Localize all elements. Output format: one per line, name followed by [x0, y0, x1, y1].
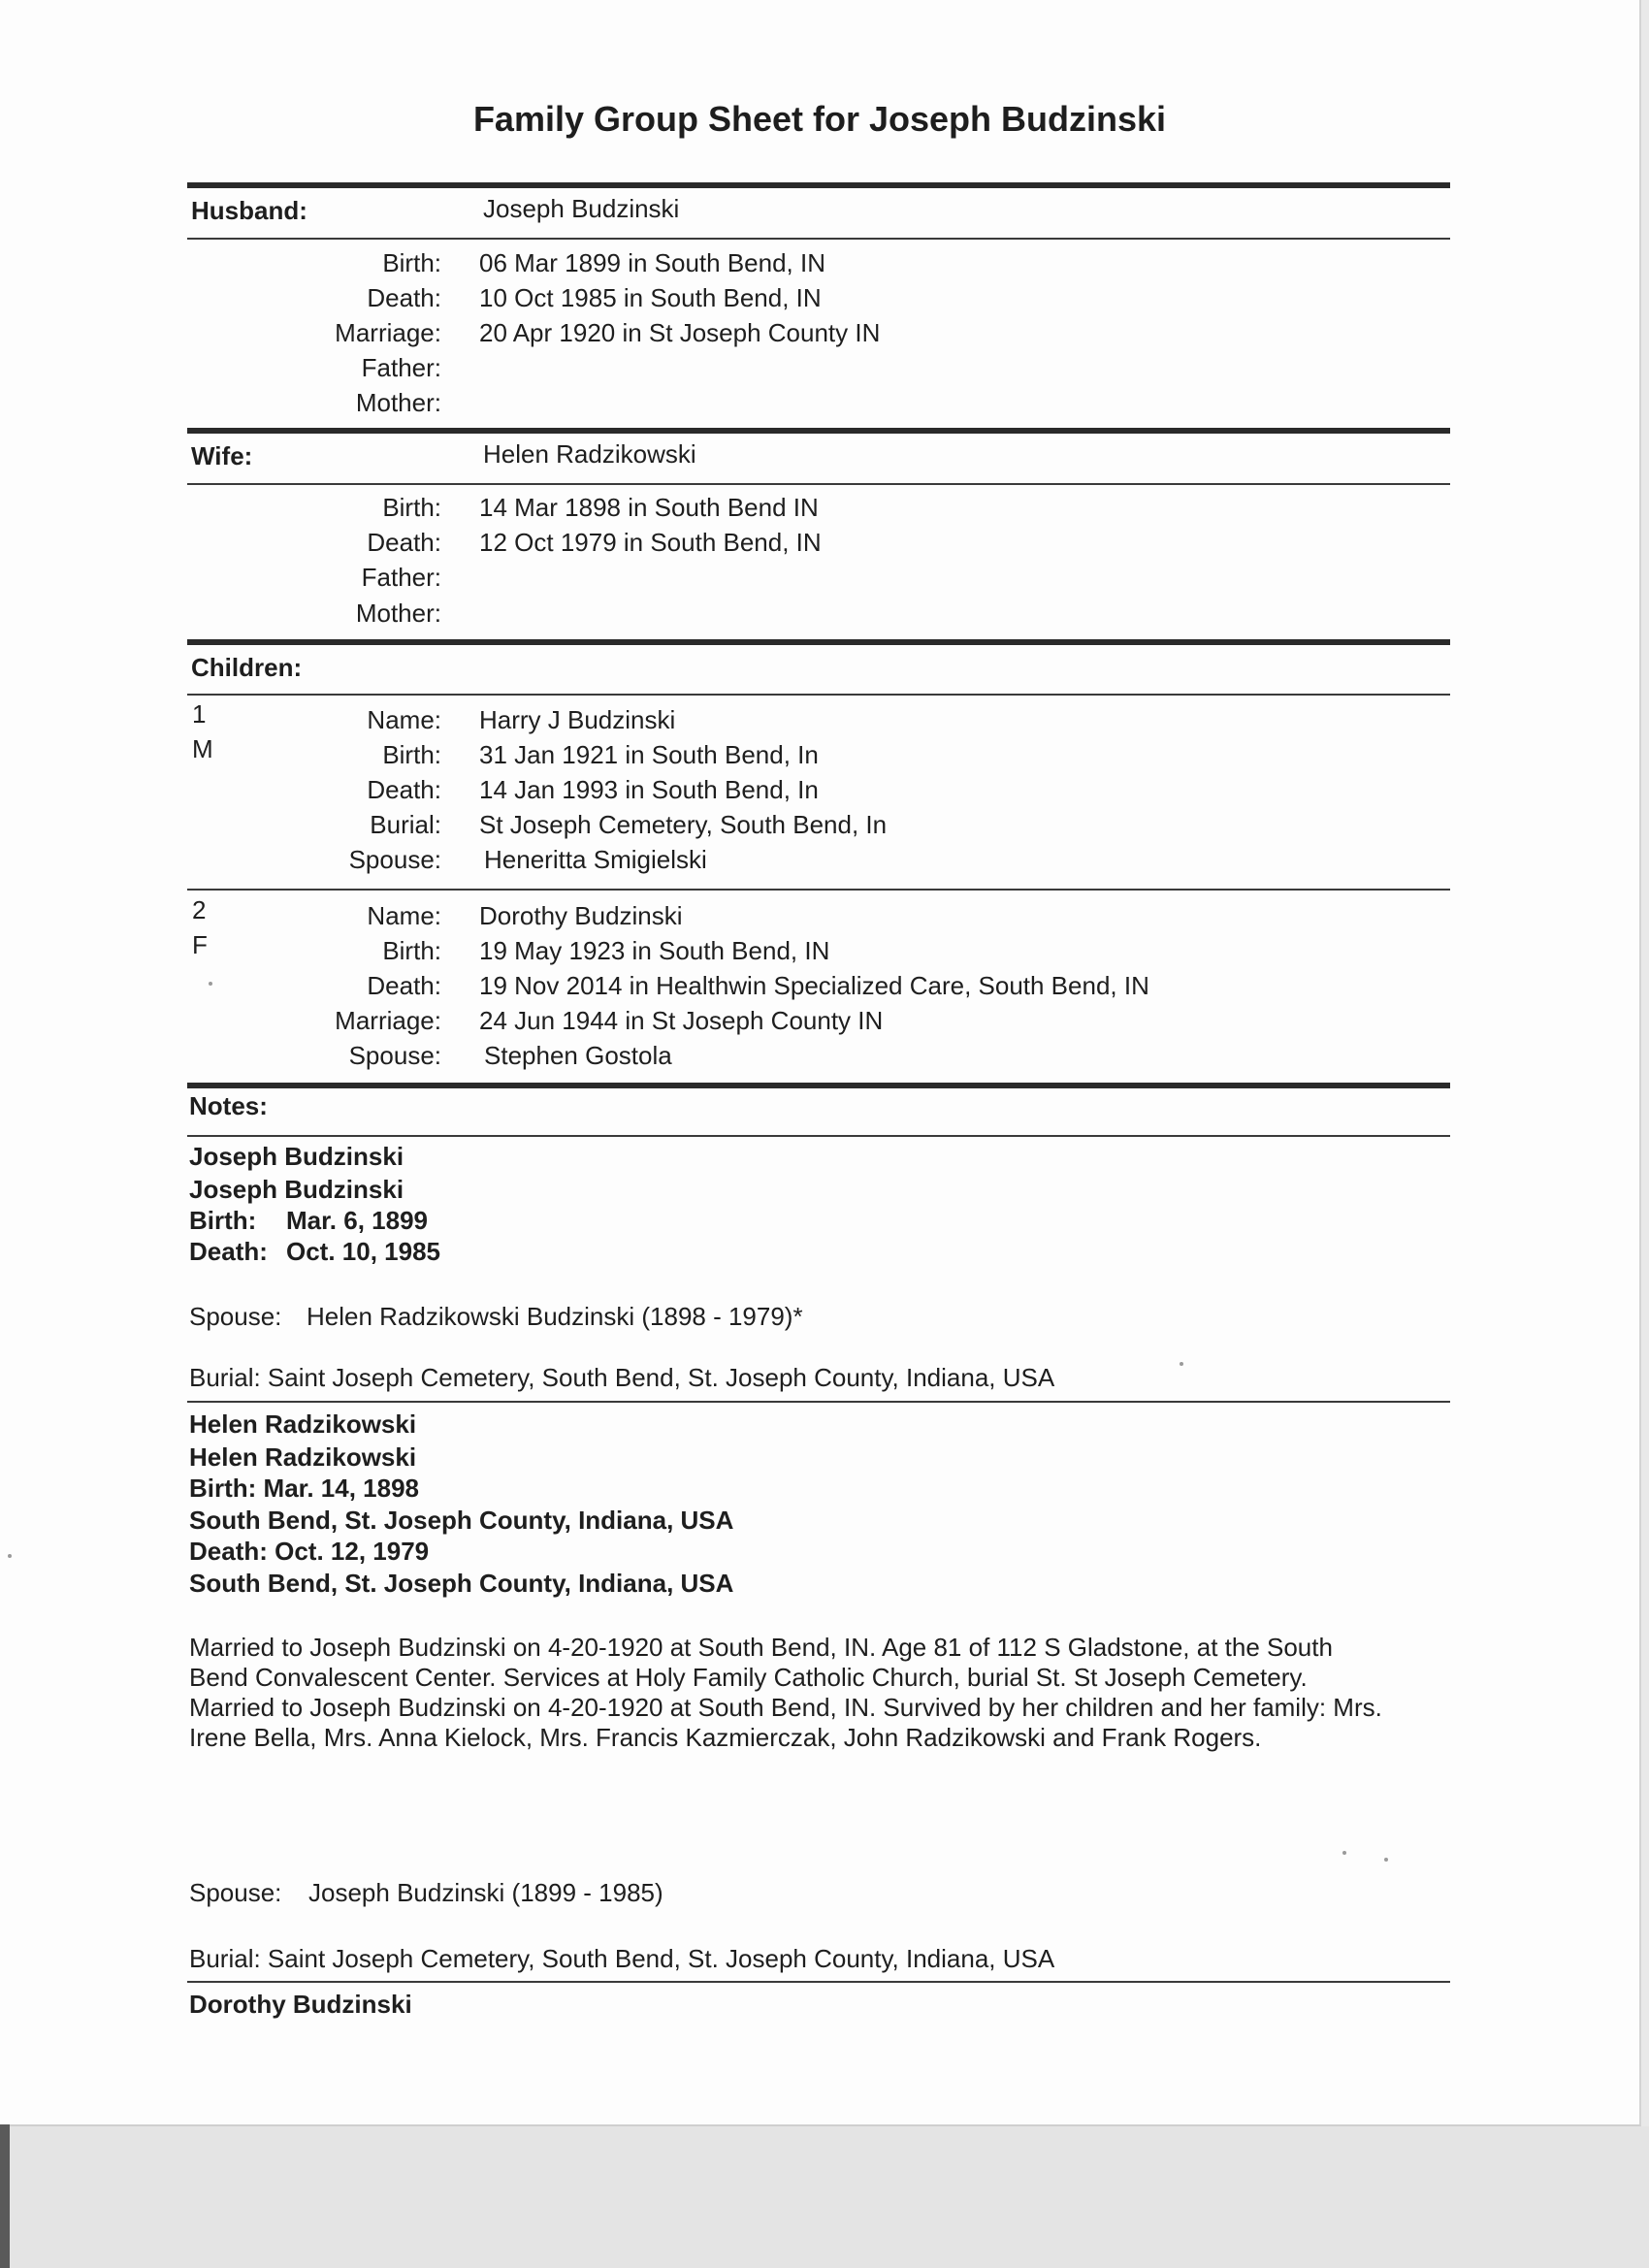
child-number: 2 — [192, 895, 207, 924]
child-spouse-label: Spouse: — [348, 1041, 441, 1070]
wife-birth-label: Birth: — [382, 493, 441, 522]
note-death: Death: Oct. 12, 1979 — [189, 1537, 430, 1566]
divider — [187, 694, 1450, 696]
note-spouse-label: Spouse: — [189, 1302, 282, 1331]
section-rule — [187, 182, 1450, 188]
note-paragraph-line: Bend Convalescent Center. Services at Holy Family Catholic Church, burial St. St Joseph Cemetery. — [189, 1663, 1308, 1692]
husband-marriage-value: 20 Apr 1920 in St Joseph County IN — [479, 318, 881, 347]
scan-speck — [209, 982, 212, 986]
child-death-label: Death: — [367, 971, 441, 1000]
section-rule — [187, 428, 1450, 434]
wife-birth-value: 14 Mar 1898 in South Bend IN — [479, 493, 819, 522]
note-burial: Burial: Saint Joseph Cemetery, South Bend, St. Joseph County, Indiana, USA — [189, 1944, 1055, 1973]
divider — [187, 238, 1450, 240]
note-spouse-value: Joseph Budzinski (1899 - 1985) — [308, 1878, 663, 1907]
scanner-background — [0, 2126, 1649, 2268]
wife-mother-label: Mother: — [355, 599, 441, 628]
note-burial: Burial: Saint Joseph Cemetery, South Bend, St. Joseph County, Indiana, USA — [189, 1363, 1055, 1392]
husband-death-label: Death: — [367, 283, 441, 312]
wife-death-label: Death: — [367, 528, 441, 557]
divider — [187, 889, 1450, 891]
section-rule — [187, 639, 1450, 645]
child-marriage-value: 24 Jun 1944 in St Joseph County IN — [479, 1006, 884, 1035]
husband-marriage-label: Marriage: — [335, 318, 441, 347]
note-heading: Joseph Budzinski — [189, 1142, 404, 1171]
husband-name: Joseph Budzinski — [483, 194, 680, 223]
child-birth-label: Birth: — [382, 936, 441, 965]
note-spouse-label: Spouse: — [189, 1878, 282, 1907]
child-death-label: Death: — [367, 775, 441, 804]
divider — [187, 1135, 1450, 1137]
note-paragraph-line: Married to Joseph Budzinski on 4-20-1920 at South Bend, IN. Survived by her children and her family: Mrs. — [189, 1693, 1382, 1722]
child-marriage-label: Marriage: — [335, 1006, 441, 1035]
husband-birth-value: 06 Mar 1899 in South Bend, IN — [479, 248, 826, 277]
note-paragraph — [189, 1633, 1460, 1753]
note-heading: Helen Radzikowski — [189, 1409, 417, 1439]
note-birth-place: South Bend, St. Joseph County, Indiana, USA — [189, 1506, 734, 1535]
child-sex: M — [192, 734, 213, 763]
wife-section-label: Wife: — [191, 441, 253, 470]
note-paragraph-line: Married to Joseph Budzinski on 4-20-1920 at South Bend, IN. Age 81 of 112 S Gladstone, at the South — [189, 1633, 1333, 1662]
husband-father-label: Father: — [361, 353, 441, 382]
note-death-label: Death: — [189, 1237, 268, 1266]
husband-mother-label: Mother: — [355, 388, 441, 417]
scan-speck — [1180, 1362, 1183, 1366]
divider — [187, 1401, 1450, 1403]
divider — [187, 1981, 1450, 1983]
child-birth-label: Birth: — [382, 740, 441, 769]
note-birth-value: Mar. 6, 1899 — [286, 1206, 428, 1235]
note-paragraph-line: Irene Bella, Mrs. Anna Kielock, Mrs. Francis Kazmierczak, John Radzikowski and Frank Rogers. — [189, 1723, 1262, 1752]
husband-birth-label: Birth: — [382, 248, 441, 277]
child-burial-value: St Joseph Cemetery, South Bend, In — [479, 810, 888, 839]
scan-speck — [8, 1554, 12, 1558]
wife-death-value: 12 Oct 1979 in South Bend, IN — [479, 528, 822, 557]
child-death-value: 14 Jan 1993 in South Bend, In — [479, 775, 819, 804]
section-rule — [187, 1083, 1450, 1088]
husband-death-value: 10 Oct 1985 in South Bend, IN — [479, 283, 822, 312]
note-birth-label: Birth: — [189, 1206, 257, 1235]
wife-name: Helen Radzikowski — [483, 439, 696, 469]
child-name-label: Name: — [367, 901, 441, 930]
child-spouse-label: Spouse: — [348, 845, 441, 874]
scan-speck — [1384, 1858, 1388, 1862]
note-name: Helen Radzikowski — [189, 1442, 417, 1472]
child-sex: F — [192, 930, 208, 959]
page-title: Family Group Sheet for Joseph Budzinski — [472, 99, 1167, 139]
note-spouse-value: Helen Radzikowski Budzinski (1898 - 1979)* — [307, 1302, 803, 1331]
husband-section-label: Husband: — [191, 196, 307, 225]
child-name-value: Harry J Budzinski — [479, 705, 676, 734]
child-birth-value: 19 May 1923 in South Bend, IN — [479, 936, 830, 965]
child-name-label: Name: — [367, 705, 441, 734]
child-spouse-value: Stephen Gostola — [484, 1041, 672, 1070]
note-death-value: Oct. 10, 1985 — [286, 1237, 440, 1266]
note-death-place: South Bend, St. Joseph County, Indiana, USA — [189, 1569, 734, 1598]
child-spouse-value: Heneritta Smigielski — [484, 845, 707, 874]
child-birth-value: 31 Jan 1921 in South Bend, In — [479, 740, 819, 769]
note-name: Joseph Budzinski — [189, 1175, 404, 1204]
note-heading: Dorothy Budzinski — [189, 1990, 412, 2019]
note-birth: Birth: Mar. 14, 1898 — [189, 1474, 419, 1503]
child-name-value: Dorothy Budzinski — [479, 901, 683, 930]
scanner-edge — [0, 2124, 10, 2268]
child-number: 1 — [192, 699, 207, 729]
children-section-label: Children: — [191, 653, 303, 682]
child-burial-label: Burial: — [370, 810, 441, 839]
divider — [187, 483, 1450, 485]
scan-speck — [1342, 1851, 1346, 1855]
wife-father-label: Father: — [361, 563, 441, 592]
notes-section-label: Notes: — [189, 1091, 268, 1120]
child-death-value: 19 Nov 2014 in Healthwin Specialized Care, South Bend, IN — [479, 971, 1149, 1000]
